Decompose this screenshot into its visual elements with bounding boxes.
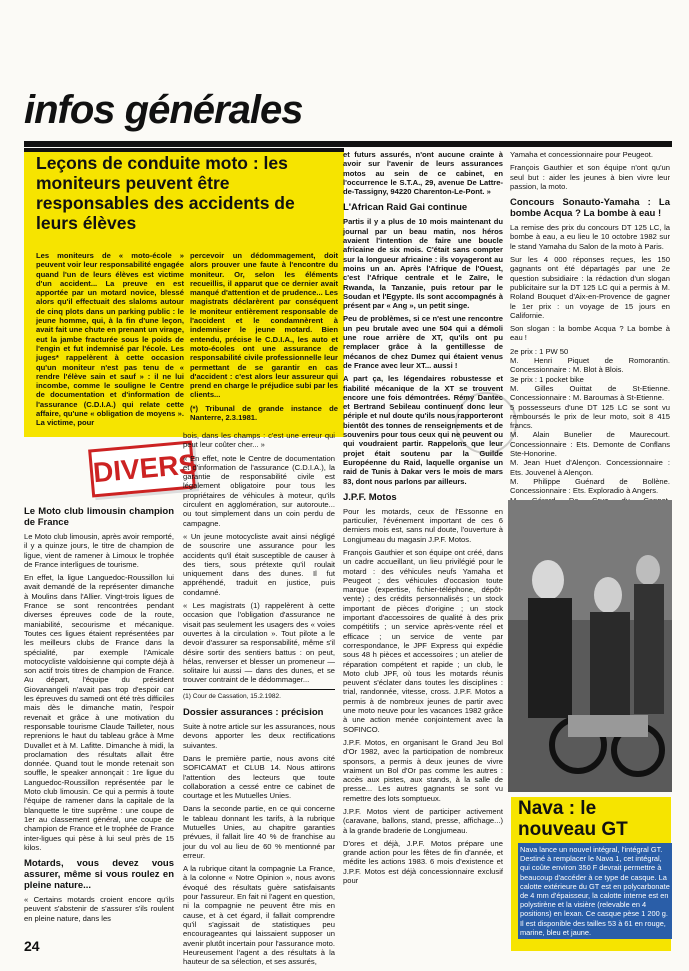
col1-paragraph: « Certains motards croient encore qu'ils peuvent s'abstenir de s'assurer s'ils roulent en pleine nature, dans les [24, 895, 174, 923]
lecons-footnote: (*) Tribunal de grande instance de Nanterre, 2.3.1981. [190, 403, 338, 423]
photo-illustration [508, 500, 672, 792]
column-3 [343, 150, 503, 889]
column-1 [24, 500, 174, 927]
motards-heading: Motards, vous devez vous assurer, même si vous roulez en pleine nature... [24, 858, 174, 892]
photo-award-ceremony [508, 500, 672, 792]
watermark-stamp [455, 392, 517, 454]
col2-paragraph: Suite à notre article sur les assurances, nous devons apporter les deux rectifications suivantes. [183, 722, 335, 750]
col3-paragraph: Peu de problèmes, si ce n'est une rencontre un peu brutale avec une 504 qui a démoli une roue arrière de XT, qu'ils ont pu remplacer grâce à la gentillesse de mécanos de chez Dumez qui étaient venus de France avec leur XT... aussi ! [343, 314, 503, 370]
page-number: 24 [24, 938, 40, 954]
col3-paragraph: Partis il y a plus de 10 mois maintenant du journal par un beau matin, nos héros avaient l'intention de faire une boucle africaine de six mois. C'était sans compter sur la longueur africaine : ils voyageront au moins un an. Après l'Afrique de l'Ouest, c'est l'Afrique centrale et le Zaïre, le Rwanda, la Tanzanie, puis retour par le Soudan et l'Egypte. Ils sont accompagnés à présent par « Ang », un petit singe. [343, 217, 503, 311]
col2-footnote: (1) Cour de Cassation, 15.2.1982. [183, 689, 335, 701]
divers-stamp [90, 445, 199, 495]
col3-paragraph: Pour les motards, ceux de l'Essonne en particulier, l'événement important de ces 6 derniers mois est, sans nul doute, l'ouverture à Longjumeau du magasin J.P.F. Motos. [343, 506, 503, 544]
col4-paragraph: François Gauthier et son équipe n'ont qu'un seul but : aider les jeunes à bien vivre leur passion, la moto. [510, 163, 670, 191]
lecons-column-1 [36, 251, 184, 432]
dossier-assurances-heading: Dossier assurances : précision [183, 707, 324, 719]
col3-paragraph: D'ores et déjà, J.P.F. Motos prépare une grande action pour les fêtes de fin d'année, et médite les actions 1983. 6 mois d'existence et J.P.F. Motos est déjà concessionnaire exclusif pour [343, 838, 503, 886]
african-raid-heading: L'African Raid Gai continue [343, 202, 468, 214]
divers-label: DIVERS [88, 441, 196, 498]
col4-paragraph: Son slogan : la bombe Acqua ? La bombe à eau ! [510, 324, 670, 343]
concours-heading: Concours Sonauto-Yamaha : La bombe Acqua ? La bombe à eau ! [510, 197, 670, 220]
col3-paragraph: François Gauthier et son équipe ont créé, dans un cadre accueillant, un lieu privilégié pour le motard : des véhicules neufs Yamaha et Peugeot ; des véhicules d'occasion toute marque (expertise, fichier-téléphone, dépôt-vente) ; des crédits personnalisés ; un stock important de pièces d'origine ; un stock important d'accessoires de qualité à des prix compétitifs ; un service après-vente réel et efficace ; un service de vente par correspondance, le JPF Express qui expédie sous 48 h pièces et accessoires ; un atelier de réparation compétent et rapide ; un club, le Moto club JPF, où tous les motards réunis peuvent s'éclater dans toutes les disciplines : trial, randonnée, vitesse, cross. J.P.F. Motos a permis à de nombreux jeunes de partir avec une moto neuve pour les vacances 1982 grâce à une action menée conjointement avec la SOFINCO. [343, 547, 503, 734]
col1-paragraph: En effet, la ligue Languedoc-Roussillon lui avait demandé de la représenter dimanche à Moulins dans l'Allier. Vingt-trois ligues de France se sont rencontrées pendant diverses épreuves code de la route, maniabilité, secourisme et mécanique. Toutes ces ligues étaient représentées par les meilleurs clubs de France dans la spécialité, par exemple l'Amicale motocycliste valdoisienne qui compte déjà à son actif trois titres de champion de France. Au départ, l'équipe du président Giovanangeli n'avait pas trop d'espoir car les épreuves du samedi ont été très difficiles mais dès le dimanche matin, l'espoir revenait et grâce à une motivation du responsable tourisme Claude Tailleter, nous reprenions le haut du tableau grâce à Mme Duvallet et à M. Lafitte. Dimanche à midi, la proclamation des résultats allait être donnée. Quand tout le monde retenait son souffle, le speaker annonçait : 1re ligue du Languedoc-Roussillon représentée par le Moto club limousin. Ce qui a permis à toute l'équipe de ramener dans la capitale de la blanquette le titre suprême : une coupe de 1er au classement général, une coupe de champion de France et le trophée de France inter-ligues qui pèse à lui seul près de 15 kilos. [24, 573, 174, 852]
lecons-column-2 [190, 251, 338, 426]
col4-paragraph: La remise des prix du concours DT 125 LC, la bombe à eau, a eu lieu le 10 octobre 1982 sur le stand Yamaha du Salon de la moto à Paris. [510, 223, 670, 251]
col1-paragraph: Le Moto club limousin, après avoir remporté, il y a quinze jours, le titre de champion de ligue, vient de ramener à Limoux le trophée de France interligues de tourisme. [24, 532, 174, 569]
col2-paragraph: Dans le première partie, nous avons cité SOFICAMAT et CLUB 14. Nous attirons l'attention des lecteurs que toute collaboration a cessé entre ce cabinet de courtage et les Mutuelles Unies. [183, 753, 335, 801]
col2-paragraph: « Les magistrats (1) rappelèrent à cette occasion que l'obligation d'assurance ne visait pas seulement les usagers des « voies ouvertes à la circulation ». Tout pilote a le devoir d'assurer sa responsabilité, même s'il désire sortir des sentiers battus : on peut, hélas, renverser et blesser un promeneur — solitaire lui aussi — dans des dunes, et se trouver contraint de le dédommager... [183, 601, 335, 685]
col2-paragraph: « En effet, note le Centre de documentation et d'information de l'assurance (C.D.I.A.), la garantie de responsabilité civile est légalement obligatoire pour tous les propriétaires de véhicules à moteur, qu'ils circulent en agglomération, sur autoroute... ou tout simplement dans un coin perdu de campagne. [183, 453, 335, 528]
lecons-text-2: percevoir un dédommagement, doit alors prouver une faute à l'encontre du moniteur. Or, selon les éléments recueillis, il apparut que ce dernier avait manqué d'attention et de prudence... Les magistrats déclarèrent par conséquent le moniteur entièrement responsable de l'accident et le condamnèrent à indemniser le jeune motard. Bien entendu, précise le C.D.I.A., les auto et moto-écoles ont une assurance de responsabilité civile professionnelle leur permettant de se garantir en cas d'accident : c'est alors leur assureur qui prend en charge le préjudice subi par les clients... [190, 251, 338, 400]
col2-paragraph: Dans la seconde partie, en ce qui concerne le tableau donnant les tarifs, à la rubrique Mutuelles Unies, au chapitre garanties prévues, il fallait lire 40 % de franchise au jour du vol au lieu de 60 % mentionné par erreur. [183, 804, 335, 860]
col2-paragraph: A la rubrique citant la compagnie La France, à la colonne « Notre Opinion », nous avons évoqué des résultats guère satisfaisants pour l'assureur. En fait ni l'agent en question, ni la compagnie ne peuvent être mis en cause, et à cet égard, il fallait comprendre qu'il s'agissait de statistiques peu encourageantes qui laissaient supposer un avenir plutôt incertain pour l'assurance moto. Heureusement l'agent a des résultats à la hauteur de sa sélection, et ses assurés, [183, 864, 335, 967]
column-4 [510, 150, 670, 531]
col2-paragraph: bois, dans les champs : c'est une erreur qui peut leur coûter cher... » [183, 431, 335, 450]
col4-paragraph: Sur les 4 000 réponses reçues, les 150 gagnants ont été départagés par une 2e question subsidiaire : la rédaction d'un slogan publicitaire sur la DT 125 LC qui a permis à M. Roland Bouquet d'Aix-en-Provence de gagner le 1er prix : un voyage de 15 jours en Californie. [510, 255, 670, 320]
col3-paragraph: A part ça, les légendaires robustesse et fiabilité mécanique de la XT se trouvent encore une fois démontrées. Rémy Dantec et Bertrand Sebileau continuent donc leur périple et nul doute qu'ils nous rapporteront bientôt des tonnes de renseignements et de souvenirs pour tous ceux qui ne peuvent ou qui voudraient partir. Rappelons que leur projet était soutenu par la Guilde Européenne du Raid, laquelle organise un raid de Tunis à Dakar vers le mois de mars 83, dont nous parlons par ailleurs. [343, 374, 503, 486]
jpf-motos-heading: J.P.F. Motos [343, 491, 397, 503]
col3-paragraph: J.P.F. Motos vient de participer activement (caravane, ballons, stand, presse, affichage...) à la grande braderie de Longjumeau. [343, 807, 503, 835]
lecons-text-1: Les moniteurs de « moto-école » peuvent voir leur responsabilité engagée quand l'un de leurs élèves est victime d'un accident... La preuve en est apportée par un motard novice, blessé alors qu'il effectuait des slaloms autour de cinq plots dans un parking public : le jeune homme, qui, à la fin d'une leçon, avait fait une chute en prenant un virage, eut la jambe fracturée sous le poids de l'engin et fut indemnisé par l'école. Les juges* rappelèrent à cette occasion qu'un moniteur n'est pas tenu de « rendre l'élève sain et sauf » : il ne lui incombe, comme le souligne le Centre de documentation et d'information de l'assurance (C.D.I.A.) qui relate cette affaire, qu'une « obligation de moyens ». La victime, pour [36, 251, 184, 428]
col4-prize-list: 2e prix : 1 PW 50 M. Henri Piquet de Romorantin. Concessionnaire : M. Blot à Blois. 3e prix : 1 pocket bike M. Gilles Ouittat de St-Etienne. Concessionnaire : M. Baroumas à St-Etienne. 5 possesseurs d'une DT 125 LC se sont vu remboursés le prix de leur moto, soit 8 415 francs. M. Alain Bunelier de Maurecourt. Concessionnaire : Ets. Demonte de Conflans Ste-Honorine. M. Jean Huet d'Alençon. Concessionnaire : Ets. Jouvenel à Alençon. M. Philippe Guénard de Bollène. Concessionnaire : Ets. Exploradio à Angers. [510, 346, 670, 496]
col3-paragraph: J.P.F. Motos, en organisant le Grand Jeu Bol d'Or 1982, avec la participation de nombreux sponsors, a permis à deux jeunes de vivre vraiment un Bol d'Or pas comme les autres : accès aux pistes, aux stands, à la salle de presse... Les autres gagnants se sont vu remettre des lots somptueux. [343, 737, 503, 803]
nava-title: Nava : le nouveau GT [518, 798, 628, 840]
col4-paragraph: Yamaha et concessionnaire pour Peugeot. [510, 150, 653, 159]
section-title: infos générales [24, 88, 303, 132]
nava-text: Nava lance un nouvel intégral, l'intégral GT. Destiné à remplacer le Nava 1, cet intégral, qui coûte environ 350 F devrait permettre à beaucoup d'accéder à ce type de casque. La calotte extérieure du GT est en polycarbonate de 4 mm d'épaisseur, la calotte interne est en polystirène et la visière (relevable en 4 positions) en lexan. Ce casque pèse 1 200 g. Il est disponible des tailles 53 à 61 en rouge, marine, bleu et jaune. [518, 843, 672, 939]
col2-paragraph: « Un jeune motocycliste avait ainsi négligé de souscrire une assurance pour les accidents qu'il était susceptible de causer à des tiers, sous prétexte qu'il roulait uniquement dans des dunes. Il fut appréhendé, traduit en justice, puis condamné. [183, 531, 335, 597]
col3-paragraph: et futurs assurés, n'ont aucune crainte à avoir sur l'avenir de leurs assurances motos au sein de ce cabinet, en l'occurrence le S.T.A., 29, avenue De Lattre-de-Tassigny, 94220 Charenton-Le-Pont. » [343, 150, 503, 197]
header-rule [24, 141, 672, 147]
lecons-title: Leçons de conduite moto : les moniteurs peuvent être responsables des accidents de leurs élèves [36, 153, 295, 233]
column-2 [183, 431, 335, 970]
moto-club-heading: Le Moto club limousin champion de France [24, 506, 174, 528]
